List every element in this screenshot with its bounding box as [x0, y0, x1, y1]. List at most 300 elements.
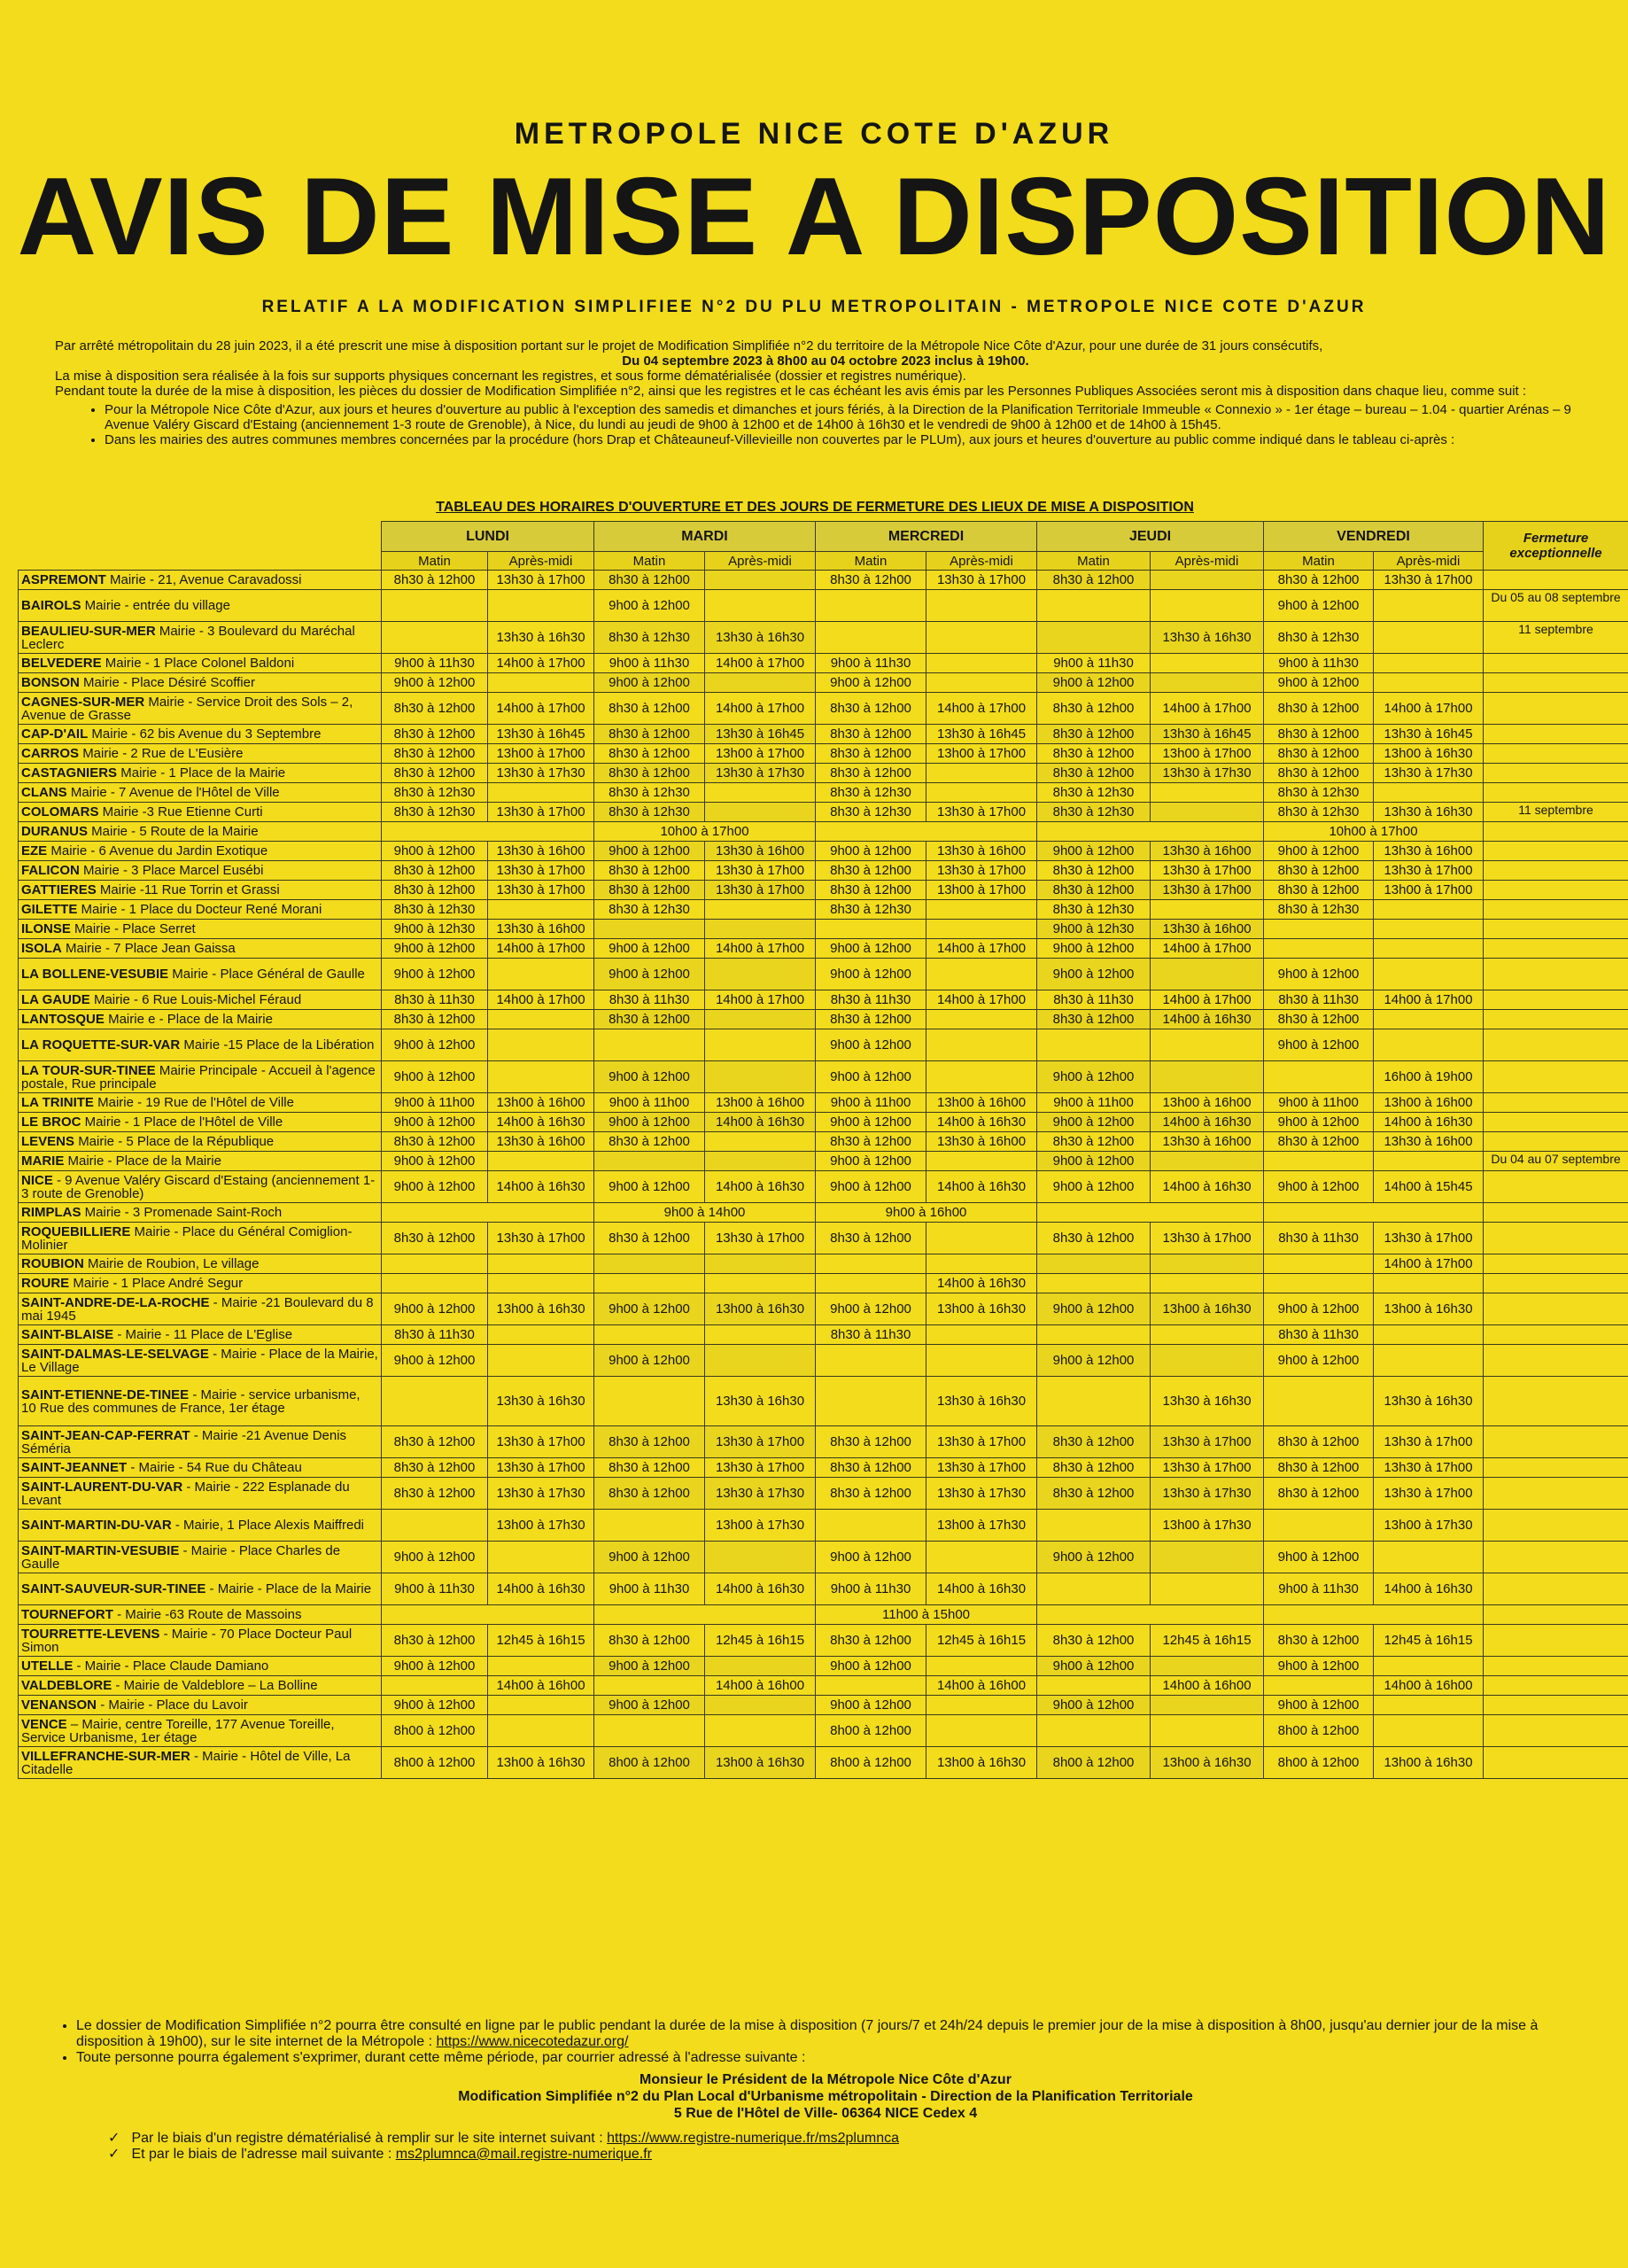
location-cell — [19, 842, 382, 861]
commune-name: VILLEFRANCHE-SUR-MER — [21, 1748, 190, 1764]
hours-cell — [1037, 1605, 1264, 1625]
hours-cell: 13h00 à 16h30 — [926, 1747, 1037, 1779]
table-row — [19, 1113, 1628, 1132]
commune-name: RIMPLAS — [21, 1205, 81, 1220]
table-row — [19, 990, 1628, 1010]
hours-cell: 9h00 à 12h00 — [594, 1061, 705, 1093]
hours-cell: 8h30 à 12h30 — [816, 900, 926, 920]
location-address: Mairie -11 Rue Torrin et Grassi — [99, 882, 280, 897]
hours-cell: 13h30 à 17h00 — [926, 803, 1037, 822]
hours-cell — [1037, 1715, 1151, 1747]
table-row — [19, 1715, 1628, 1747]
commune-name: BAIROLS — [21, 598, 81, 613]
commune-name: SAINT-JEANNET — [21, 1460, 128, 1475]
hours-cell: 8h30 à 12h00 — [1264, 764, 1374, 783]
location-address: Mairie - 7 Avenue de l'Hôtel de Ville — [70, 785, 280, 800]
hours-cell: 13h30 à 16h00 — [1151, 842, 1264, 861]
hours-cell: 14h00 à 17h00 — [705, 990, 816, 1010]
hours-cell — [1037, 1676, 1151, 1696]
location-cell — [19, 1478, 382, 1510]
hours-cell — [1151, 1274, 1264, 1293]
hours-cell — [1374, 783, 1484, 803]
hours-cell: 14h00 à 16h30 — [488, 1113, 594, 1132]
hours-cell: 9h00 à 12h00 — [816, 939, 926, 959]
hours-cell: 13h30 à 16h30 — [705, 622, 816, 654]
hours-cell: 8h30 à 12h30 — [594, 803, 705, 822]
hours-cell: 13h30 à 17h00 — [1374, 1223, 1484, 1254]
hours-cell — [1264, 1676, 1374, 1696]
location-cell — [19, 803, 382, 822]
hours-cell: 9h00 à 12h00 — [816, 842, 926, 861]
location-address: - Mairie - Place Charles de Gaulle — [21, 1542, 341, 1572]
location-cell — [19, 920, 382, 939]
hours-cell: 13h30 à 16h00 — [488, 842, 594, 861]
exceptional-closure-cell — [1484, 1345, 1628, 1377]
location-cell — [19, 1203, 382, 1223]
hours-cell: 13h30 à 16h00 — [1374, 842, 1484, 861]
hours-cell — [816, 1377, 926, 1426]
hours-cell: 13h30 à 16h30 — [1151, 622, 1264, 654]
hours-cell: 9h00 à 11h30 — [816, 654, 926, 673]
hours-cell: 9h00 à 12h00 — [1264, 1345, 1374, 1377]
hours-cell — [705, 1696, 816, 1715]
hours-cell: 13h30 à 17h00 — [1374, 571, 1484, 590]
location-address: Mairie Principale - Accueil à l'agence postale, Rue principale — [21, 1062, 376, 1091]
hours-cell — [926, 1715, 1037, 1747]
hours-cell: 13h30 à 17h00 — [488, 861, 594, 881]
exceptional-closure-cell — [1484, 1061, 1628, 1093]
hours-cell — [926, 920, 1037, 939]
hours-cell: 9h00 à 12h00 — [382, 1061, 488, 1093]
hours-cell: 8h30 à 12h00 — [816, 693, 926, 725]
hours-cell — [488, 1029, 594, 1061]
location-cell — [19, 693, 382, 725]
email-link[interactable]: ms2plumnca@mail.registre-numerique.fr — [395, 2147, 653, 2162]
hours-cell: 13h00 à 17h00 — [1151, 744, 1264, 764]
hours-cell: 8h30 à 11h30 — [594, 990, 705, 1010]
option-registry-text: Par le biais d'un registre dématérialisé à remplir sur le site internet suivant : — [131, 2131, 603, 2146]
hours-cell: 13h00 à 17h00 — [1374, 881, 1484, 900]
intro-bullet-1: • Pour la Métropole Nice Côte d'Azur, aux jours et heures d'ouverture au public à l'exception des samedis et dimanches et jours fériés, à la Direction de la Planification Territoriale Immeuble « Connexio » - 1er étage – bureau – 1.04 - quartier Arénas – 9 Avenue Valéry Giscard d'Estaing (anciennement 1-3 route de Grenoble), à Nice, du lundi au jeudi de 9h00 à 12h00 et de 14h00 à 16h30 et le vendredi de 9h00 à 12h00 et de 14h00 à 15h45. — [105, 402, 1596, 432]
hours-cell: 13h30 à 17h00 — [705, 1458, 816, 1478]
hours-cell: 8h30 à 12h00 — [594, 1478, 705, 1510]
hours-cell: 8h30 à 12h00 — [1264, 1426, 1374, 1458]
hours-cell: 8h30 à 12h30 — [594, 622, 705, 654]
hours-cell — [1374, 1325, 1484, 1345]
exceptional-closure-cell — [1484, 861, 1628, 881]
hours-cell: 14h00 à 17h00 — [705, 939, 816, 959]
table-row — [19, 571, 1628, 590]
hours-cell: 8h30 à 12h00 — [1037, 725, 1151, 744]
hours-cell: 13h30 à 16h00 — [488, 1132, 594, 1152]
hours-cell: 8h30 à 12h00 — [1037, 744, 1151, 764]
commune-name: BONSON — [21, 675, 80, 690]
exceptional-closure-cell — [1484, 1293, 1628, 1325]
exceptional-closure-cell — [1484, 1029, 1628, 1061]
hours-cell: 9h00 à 12h00 — [1264, 1171, 1374, 1203]
hours-cell: 9h00 à 12h00 — [1037, 1542, 1151, 1573]
hours-cell — [594, 1274, 705, 1293]
hours-cell — [1374, 1657, 1484, 1676]
location-address: Mairie - 1 Place André Segur — [73, 1276, 244, 1291]
location-cell — [19, 571, 382, 590]
location-address: - Mairie - Place de la Mairie, Le Village — [21, 1346, 378, 1375]
hours-cell — [1374, 1010, 1484, 1029]
hours-cell — [1151, 1657, 1264, 1676]
hours-cell: 13h30 à 16h45 — [488, 725, 594, 744]
hours-cell: 8h30 à 12h00 — [382, 744, 488, 764]
hours-cell: 9h00 à 12h00 — [1264, 1696, 1374, 1715]
location-address: - Mairie -21 Boulevard du 8 mai 1945 — [21, 1294, 374, 1324]
hours-cell — [926, 1029, 1037, 1061]
hours-cell: 14h00 à 16h00 — [705, 1676, 816, 1696]
hours-cell — [382, 1377, 488, 1426]
hours-cell — [382, 590, 488, 622]
hours-cell: 12h45 à 16h15 — [926, 1625, 1037, 1657]
exceptional-closure-cell — [1484, 1625, 1628, 1657]
commune-name: BEAULIEU-SUR-MER — [21, 623, 156, 639]
location-cell — [19, 1274, 382, 1293]
hours-cell: 9h00 à 12h00 — [1037, 1152, 1151, 1171]
location-cell — [19, 1696, 382, 1715]
hours-cell: 8h30 à 12h00 — [1264, 571, 1374, 590]
location-address: Mairie - 3 Boulevard du Maréchal Leclerc — [21, 623, 355, 652]
location-address: Mairie - 2 Rue de L'Eusière — [82, 746, 244, 761]
hours-cell — [926, 590, 1037, 622]
hours-cell — [382, 822, 594, 842]
table-row — [19, 1605, 1628, 1625]
hours-cell: 8h30 à 11h30 — [1264, 1223, 1374, 1254]
hours-cell — [816, 920, 926, 939]
hours-cell: 9h00 à 11h00 — [1037, 1093, 1151, 1113]
hours-cell — [705, 1345, 816, 1377]
commune-name: UTELLE — [21, 1658, 74, 1674]
hours-cell — [1374, 1542, 1484, 1573]
location-cell — [19, 590, 382, 622]
hours-cell — [926, 1542, 1037, 1573]
hours-cell: 13h00 à 16h30 — [488, 1293, 594, 1325]
location-address: Mairie -15 Place de la Libération — [183, 1037, 375, 1052]
hours-cell: 14h00 à 17h00 — [1374, 990, 1484, 1010]
hours-cell: 14h00 à 16h30 — [1151, 1010, 1264, 1029]
hours-cell: 8h30 à 12h00 — [382, 1625, 488, 1657]
hours-cell: 8h30 à 12h00 — [816, 764, 926, 783]
hours-cell: 14h00 à 17h00 — [488, 939, 594, 959]
hours-cell: 9h00 à 12h00 — [1264, 1542, 1374, 1573]
hours-cell: 8h30 à 12h00 — [382, 1458, 488, 1478]
hours-cell — [1374, 1696, 1484, 1715]
hours-cell — [705, 1152, 816, 1171]
hours-cell: 8h30 à 12h00 — [816, 571, 926, 590]
location-address: Mairie - Place Général de Gaulle — [172, 967, 365, 982]
exceptional-closure-cell — [1484, 1696, 1628, 1715]
header-mercredi: MERCREDI — [816, 522, 1037, 552]
commune-name: ROURE — [21, 1276, 70, 1291]
hours-cell: 8h30 à 12h30 — [1037, 803, 1151, 822]
hours-cell: 9h00 à 12h00 — [382, 1696, 488, 1715]
hours-cell — [705, 1325, 816, 1345]
hours-cell: 9h00 à 12h00 — [1264, 590, 1374, 622]
hours-cell — [488, 959, 594, 990]
hours-cell — [594, 1377, 705, 1426]
hours-cell: 13h30 à 16h00 — [926, 842, 1037, 861]
footer-bullet-1 — [76, 2018, 1596, 2050]
notice-subtitle: RELATIF A LA MODIFICATION SIMPLIFIEE N°2 DU PLU METROPOLITAIN - METROPOLE NICE COTE D'AZUR — [261, 298, 1367, 316]
hours-cell: 9h00 à 12h00 — [816, 1542, 926, 1573]
commune-name: LANTOSQUE — [21, 1012, 105, 1027]
metropole-website-link[interactable]: https://www.nicecotedazur.org/ — [436, 2034, 629, 2049]
hours-cell: 13h00 à 17h30 — [705, 1510, 816, 1542]
location-address: Mairie - 5 Route de la Mairie — [91, 824, 259, 839]
hours-cell: 13h30 à 16h30 — [926, 1377, 1037, 1426]
hours-cell: 9h00 à 16h00 — [816, 1203, 1037, 1223]
hours-cell: 13h30 à 16h45 — [1374, 725, 1484, 744]
location-address: - Mairie de Valdeblore – La Bolline — [115, 1678, 318, 1693]
hours-cell: 13h30 à 17h30 — [705, 764, 816, 783]
hours-cell: 8h30 à 12h00 — [594, 1223, 705, 1254]
exceptional-closure-cell — [1484, 822, 1628, 842]
hours-cell: 10h00 à 17h00 — [594, 822, 816, 842]
hours-cell — [1264, 1254, 1374, 1274]
hours-cell: 13h00 à 17h00 — [488, 744, 594, 764]
table-row — [19, 1223, 1628, 1254]
table-row — [19, 1132, 1628, 1152]
location-cell — [19, 1625, 382, 1657]
exceptional-closure-cell: 11 septembre — [1484, 803, 1628, 822]
hours-cell: 8h00 à 12h00 — [1264, 1747, 1374, 1779]
commune-name: ILONSE — [21, 921, 71, 936]
location-address: Mairie - 3 Place Marcel Eusébi — [83, 863, 264, 878]
hours-cell: 14h00 à 16h00 — [488, 1676, 594, 1696]
hours-cell — [926, 1254, 1037, 1274]
table-row — [19, 1478, 1628, 1510]
hours-cell: 13h30 à 16h00 — [1151, 1132, 1264, 1152]
table-row — [19, 590, 1628, 622]
hours-cell: 13h30 à 17h30 — [1151, 1478, 1264, 1510]
hours-cell: 9h00 à 12h00 — [816, 1152, 926, 1171]
hours-cell: 8h30 à 12h00 — [594, 764, 705, 783]
hours-cell — [816, 1254, 926, 1274]
subheader-matin: Matin — [1037, 552, 1151, 571]
location-address: Mairie - Service Droit des Sols – 2, Avenue de Grasse — [21, 694, 353, 723]
exceptional-closure-cell — [1484, 783, 1628, 803]
hours-cell: 13h30 à 17h30 — [705, 1478, 816, 1510]
hours-cell: 9h00 à 12h00 — [1264, 1657, 1374, 1676]
hours-cell: 13h30 à 17h00 — [488, 803, 594, 822]
commune-name: SAINT-JEAN-CAP-FERRAT — [21, 1427, 190, 1443]
location-address: - Mairie - service urbanisme, 10 Rue des communes de France, 1er étage — [21, 1386, 360, 1416]
exceptional-closure-cell — [1484, 1605, 1628, 1625]
hours-cell: 12h45 à 16h15 — [705, 1625, 816, 1657]
hours-cell: 13h30 à 16h45 — [926, 725, 1037, 744]
hours-cell: 8h30 à 12h00 — [816, 1625, 926, 1657]
hours-cell — [1037, 822, 1264, 842]
commune-name: FALICON — [21, 863, 80, 878]
exceptional-closure-cell: Du 04 au 07 septembre — [1484, 1152, 1628, 1171]
hours-cell: 8h30 à 11h30 — [1264, 1325, 1374, 1345]
hours-cell — [926, 764, 1037, 783]
hours-cell — [1037, 622, 1151, 654]
location-cell — [19, 881, 382, 900]
table-row — [19, 1747, 1628, 1779]
exceptional-closure-cell — [1484, 1325, 1628, 1345]
location-address: Mairie - entrée du village — [84, 598, 230, 613]
hours-cell — [488, 1325, 594, 1345]
location-cell — [19, 939, 382, 959]
hours-cell — [382, 1676, 488, 1696]
location-cell — [19, 1715, 382, 1747]
header-vendredi: VENDREDI — [1264, 522, 1484, 552]
hours-cell — [1037, 1203, 1264, 1223]
hours-cell — [926, 1223, 1037, 1254]
hours-cell — [1151, 1573, 1264, 1605]
location-cell — [19, 1254, 382, 1274]
hours-cell: 12h45 à 16h15 — [1374, 1625, 1484, 1657]
address-line-2: Modification Simplifiée n°2 du Plan Local d'Urbanisme métropolitain - Direction de la Planification Territoriale — [458, 2089, 1193, 2104]
hours-cell: 14h00 à 16h30 — [1374, 1573, 1484, 1605]
hours-cell: 14h00 à 16h30 — [705, 1113, 816, 1132]
commune-name: SAINT-BLAISE — [21, 1327, 114, 1342]
location-address: Mairie - 3 Promenade Saint-Roch — [84, 1205, 283, 1220]
hours-cell: 12h45 à 16h15 — [1151, 1625, 1264, 1657]
hours-cell: 13h30 à 17h00 — [1374, 1458, 1484, 1478]
hours-cell: 8h30 à 12h30 — [1264, 783, 1374, 803]
location-cell — [19, 744, 382, 764]
hours-cell: 9h00 à 12h00 — [816, 1061, 926, 1093]
hours-cell: 13h30 à 16h30 — [1151, 1377, 1264, 1426]
hours-cell: 8h30 à 12h00 — [1264, 881, 1374, 900]
commune-name: EZE — [21, 843, 48, 858]
table-row — [19, 920, 1628, 939]
hours-cell: 9h00 à 12h00 — [382, 1029, 488, 1061]
hours-cell — [705, 803, 816, 822]
commune-name: SAINT-SAUVEUR-SUR-TINEE — [21, 1581, 206, 1596]
hours-cell — [594, 1510, 705, 1542]
hours-cell: 8h30 à 12h00 — [1037, 1478, 1151, 1510]
exceptional-closure-cell — [1484, 1542, 1628, 1573]
exceptional-closure-cell — [1484, 1676, 1628, 1696]
hours-cell — [382, 1203, 594, 1223]
footer-bullet-2: • Toute personne pourra également s'exprimer, durant cette même période, par courrier adressé à l'adresse suivante : — [76, 2050, 1596, 2066]
hours-cell: 13h00 à 16h30 — [705, 1747, 816, 1779]
commune-name: VENCE — [21, 1716, 67, 1732]
location-cell — [19, 1573, 382, 1605]
hours-cell: 8h00 à 12h00 — [594, 1747, 705, 1779]
table-row — [19, 1171, 1628, 1203]
hours-cell — [1151, 783, 1264, 803]
commune-name: COLOMARS — [21, 804, 99, 819]
hours-cell — [816, 590, 926, 622]
hours-cell: 13h00 à 16h30 — [488, 1747, 594, 1779]
location-cell — [19, 1747, 382, 1779]
table-row — [19, 1029, 1628, 1061]
hours-cell: 9h00 à 12h00 — [1264, 1113, 1374, 1132]
hours-cell — [488, 1345, 594, 1377]
hours-cell: 13h30 à 17h00 — [926, 861, 1037, 881]
hours-cell — [926, 900, 1037, 920]
location-cell — [19, 1010, 382, 1029]
hours-cell — [488, 590, 594, 622]
commune-name: TOURNEFORT — [21, 1607, 113, 1622]
hours-cell: 8h30 à 12h00 — [382, 764, 488, 783]
hours-cell: 9h00 à 12h00 — [382, 939, 488, 959]
registry-link[interactable]: https://www.registre-numerique.fr/ms2plumnca — [607, 2131, 899, 2146]
location-address: - Mairie - Hôtel de Ville, La Citadelle — [21, 1748, 351, 1777]
hours-cell: 13h00 à 16h30 — [1374, 1747, 1484, 1779]
table-row — [19, 842, 1628, 861]
table-row — [19, 803, 1628, 822]
hours-cell: 8h30 à 12h00 — [382, 725, 488, 744]
table-row — [19, 959, 1628, 990]
commune-name: NICE — [21, 1172, 53, 1188]
location-cell — [19, 1132, 382, 1152]
hours-cell: 9h00 à 12h00 — [382, 1113, 488, 1132]
table-row — [19, 1657, 1628, 1676]
hours-cell: 13h30 à 17h00 — [705, 881, 816, 900]
table-corner — [19, 522, 382, 571]
commune-name: SAINT-MARTIN-VESUBIE — [21, 1542, 180, 1558]
hours-cell: 8h30 à 12h00 — [1037, 1132, 1151, 1152]
location-cell — [19, 1458, 382, 1478]
hours-cell: 14h00 à 17h00 — [488, 693, 594, 725]
location-address: Mairie de Roubion, Le village — [88, 1256, 260, 1271]
hours-cell: 9h00 à 12h30 — [382, 920, 488, 939]
hours-cell: 14h00 à 17h00 — [705, 693, 816, 725]
hours-cell: 8h30 à 11h30 — [1264, 990, 1374, 1010]
hours-cell: 9h00 à 12h00 — [1264, 842, 1374, 861]
table-row — [19, 1274, 1628, 1293]
hours-cell: 8h30 à 12h00 — [816, 1426, 926, 1458]
commune-name: CAP-D'AIL — [21, 726, 89, 742]
hours-cell: 9h00 à 12h00 — [816, 673, 926, 693]
subheader-apres-midi: Après-midi — [488, 552, 594, 571]
hours-cell: 13h30 à 17h00 — [488, 1458, 594, 1478]
location-cell — [19, 673, 382, 693]
hours-cell — [705, 1542, 816, 1573]
hours-cell: 9h00 à 12h00 — [382, 673, 488, 693]
hours-cell: 8h30 à 12h30 — [816, 783, 926, 803]
hours-cell — [1151, 673, 1264, 693]
hours-cell — [1037, 1377, 1151, 1426]
hours-cell: 8h30 à 12h00 — [1037, 1426, 1151, 1458]
commune-name: BELVEDERE — [21, 656, 102, 671]
hours-cell: 8h30 à 12h00 — [382, 571, 488, 590]
hours-cell — [1374, 1274, 1484, 1293]
exceptional-closure-cell — [1484, 1715, 1628, 1747]
commune-name: LA TRINITE — [21, 1095, 94, 1110]
hours-cell — [926, 673, 1037, 693]
hours-cell: 8h30 à 12h30 — [382, 900, 488, 920]
hours-cell: 9h00 à 12h00 — [1037, 1113, 1151, 1132]
hours-cell: 16h00 à 19h00 — [1374, 1061, 1484, 1093]
subheader-apres-midi: Après-midi — [926, 552, 1037, 571]
hours-cell: 8h30 à 12h00 — [1037, 1010, 1151, 1029]
hours-cell: 9h00 à 11h00 — [1264, 1093, 1374, 1113]
hours-cell: 9h00 à 12h00 — [594, 673, 705, 693]
hours-cell: 8h00 à 12h00 — [1264, 1715, 1374, 1747]
subheader-apres-midi: Après-midi — [1151, 552, 1264, 571]
hours-cell: 14h00 à 17h00 — [1151, 990, 1264, 1010]
location-cell — [19, 1029, 382, 1061]
address-line-3: 5 Rue de l'Hôtel de Ville- 06364 NICE Cedex 4 — [673, 2106, 978, 2121]
hours-cell: 8h30 à 12h30 — [1037, 783, 1151, 803]
location-cell — [19, 1171, 382, 1203]
commune-name: SAINT-ETIENNE-DE-TINEE — [21, 1386, 190, 1402]
hours-cell: 9h00 à 12h00 — [382, 1152, 488, 1171]
commune-name: LA GAUDE — [21, 992, 90, 1007]
hours-cell — [594, 1254, 705, 1274]
hours-cell: 8h30 à 12h00 — [1037, 1223, 1151, 1254]
